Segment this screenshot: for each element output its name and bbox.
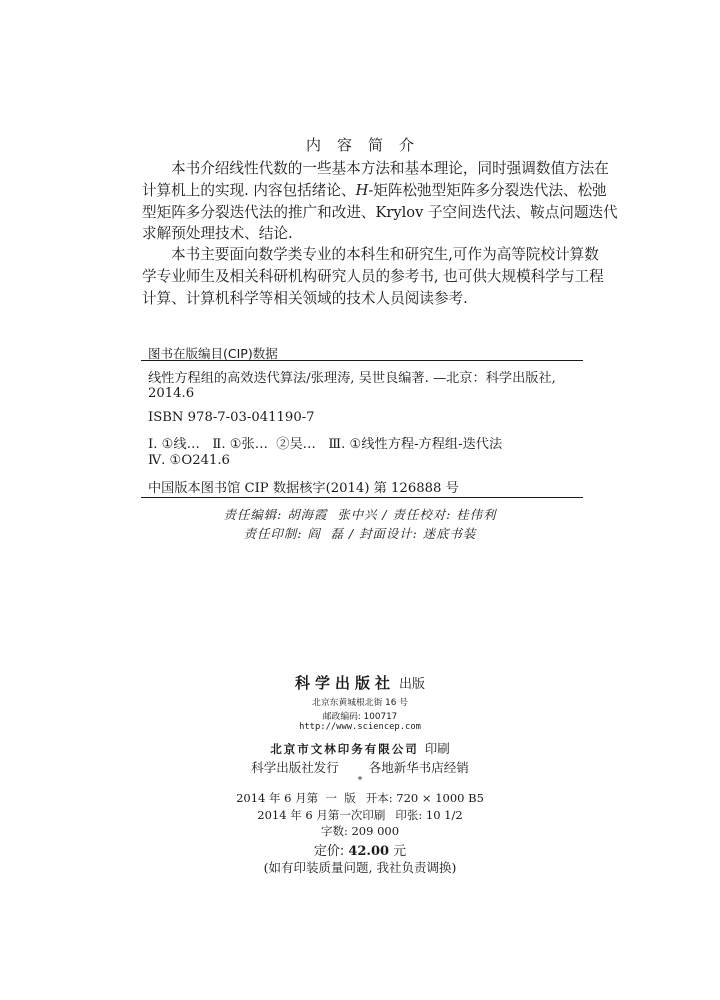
book-format: 开本: 720 × 1000 B5	[365, 791, 484, 805]
summary-line-tail: -矩阵松弛型矩阵多分裂迭代法、松弛	[368, 181, 607, 199]
price-unit: 元	[389, 844, 407, 859]
summary-title: 内容简介	[305, 136, 430, 154]
cip-isbn: ISBN 978-7-03-041190-7	[148, 410, 315, 425]
summary-paragraph-2	[142, 244, 604, 309]
summary-line	[142, 180, 607, 202]
publisher-zip: 邮政编码: 100717	[322, 712, 398, 722]
publisher-line	[0, 672, 720, 693]
summary-line: 学专业师生及相关科研机构研究人员的参考书, 也可供大规模科学与工程	[142, 267, 604, 285]
cip-header: 图书在版编目(CIP)数据	[148, 346, 278, 361]
printing-line	[0, 807, 720, 823]
quality-note: (如有印装质量问题, 我社负责调换)	[263, 860, 457, 875]
editor-credits: 责任编辑: 胡海霞 张中兴 / 责任校对: 桂伟利	[223, 507, 497, 522]
publisher-suffix: 出版	[399, 677, 426, 692]
cip-top-rule	[141, 360, 583, 361]
printer-line	[0, 739, 720, 757]
distribution-line	[0, 758, 720, 776]
price-amount: 42.00	[348, 844, 390, 859]
printing-date: 2014 年 6 月第一次印刷	[257, 808, 386, 822]
cip-title-line-cont: 2014.6	[148, 386, 195, 401]
summary-line: 求解预处理技术、结论.	[142, 225, 293, 243]
word-count: 字数: 209 000	[320, 824, 400, 838]
cip-classification-cont: Ⅳ. ①O241.6	[148, 453, 230, 468]
cip-number: 中国版本图书馆 CIP 数据核字(2014) 第 126888 号	[148, 481, 459, 496]
production-credits: 责任印制: 阎 磊 / 封面设计: 迷底书装	[243, 526, 477, 541]
price-line	[0, 840, 720, 859]
publisher-website: http://www.sciencep.com	[299, 722, 421, 732]
separator-star: *	[357, 776, 363, 786]
summary-line: 本书介绍线性代数的一些基本方法和基本理论，同时强调数值方法在	[171, 160, 609, 177]
printer-name: 北京市文林印务有限公司	[270, 742, 419, 756]
cip-bottom-rule	[141, 497, 583, 498]
distributor: 科学出版社发行	[251, 760, 339, 775]
summary-line: 计算、计算机科学等相关领域的技术人员阅读参考.	[142, 289, 468, 307]
summary-line: 型矩阵多分裂迭代法的推广和改进、Krylov 子空间迭代法、鞍点问题迭代	[142, 203, 618, 221]
summary-paragraph-1	[142, 158, 618, 245]
publisher-logo: 科学出版社	[294, 674, 395, 692]
cip-title-line: 线性方程组的高效迭代算法/张理涛, 吴世良编著. —北京：科学出版社,	[148, 371, 556, 386]
printing-sheets: 印张: 10 1/2	[395, 808, 463, 822]
summary-italic-h: H	[355, 181, 369, 199]
publisher-address: 北京东黄城根北街 16 号	[312, 698, 408, 708]
retailer: 各地新华书店经销	[368, 760, 469, 775]
edition-line	[0, 790, 720, 806]
summary-line-head: 计算机上的实现. 内容包括绪论、	[142, 181, 356, 199]
price-label: 定价:	[313, 844, 349, 859]
edition-date: 2014 年 6 月第 一 版	[236, 791, 356, 805]
printer-suffix: 印刷	[424, 741, 450, 756]
summary-line: 本书主要面向数学类专业的本科生和研究生,可作为高等院校计算数	[171, 246, 599, 263]
cip-classification: Ⅰ. ①线… Ⅱ. ①张… ②吴… Ⅲ. ①线性方程-方程组-迭代法	[148, 437, 503, 452]
